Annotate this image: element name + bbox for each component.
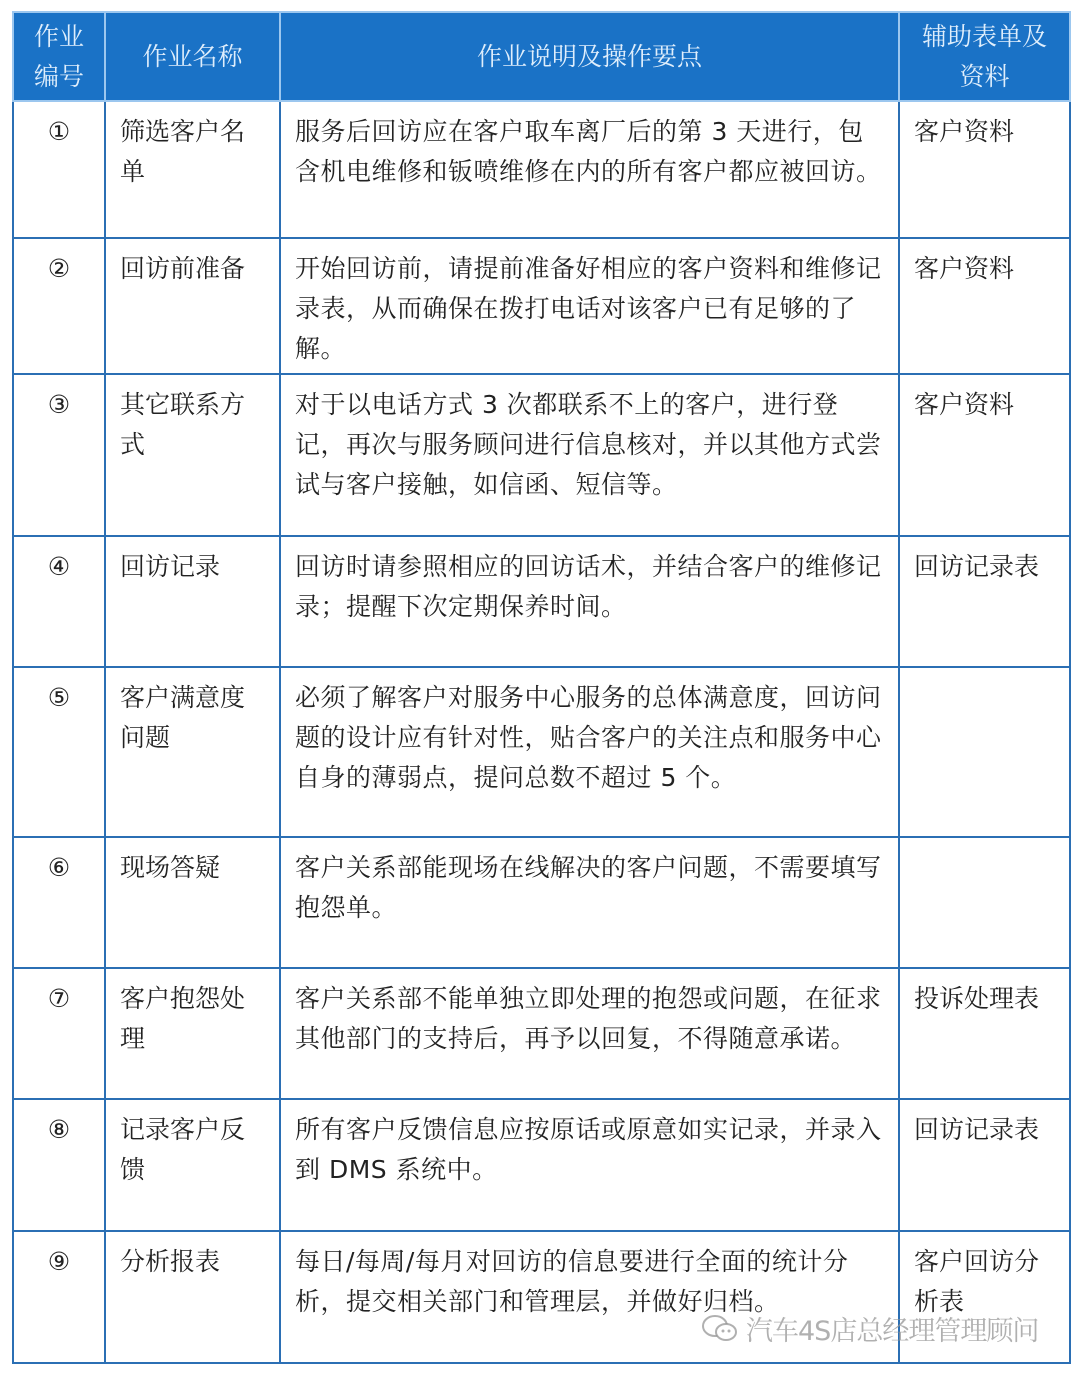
row-forms: 客户资料 xyxy=(899,374,1070,536)
row-id: ⑤ xyxy=(13,667,105,837)
table-row xyxy=(13,1099,1070,1231)
table-row xyxy=(13,667,1070,837)
row-name: 分析报表 xyxy=(105,1231,280,1363)
header-name: 作业名称 xyxy=(105,12,280,101)
row-id: ③ xyxy=(13,374,105,536)
row-id: ④ xyxy=(13,536,105,667)
table-row xyxy=(13,238,1070,374)
row-forms: 客户资料 xyxy=(899,101,1070,238)
work-procedure-table xyxy=(12,11,1071,1364)
row-forms: 客户回访分析表 xyxy=(899,1231,1070,1363)
row-description: 服务后回访应在客户取车离厂后的第 3 天进行，包含机电维修和钣喷维修在内的所有客户都应被回访。 xyxy=(280,101,899,238)
row-id: ① xyxy=(13,101,105,238)
table-header-row xyxy=(13,12,1070,101)
header-id: 作业编号 xyxy=(13,12,105,101)
row-description: 所有客户反馈信息应按原话或原意如实记录，并录入到 DMS 系统中。 xyxy=(280,1099,899,1231)
row-name: 现场答疑 xyxy=(105,837,280,968)
row-description: 回访时请参照相应的回访话术，并结合客户的维修记录；提醒下次定期保养时间。 xyxy=(280,536,899,667)
row-forms xyxy=(899,667,1070,837)
row-name: 其它联系方式 xyxy=(105,374,280,536)
row-id: ⑧ xyxy=(13,1099,105,1231)
row-forms: 客户资料 xyxy=(899,238,1070,374)
watermark xyxy=(700,1309,1038,1348)
header-desc: 作业说明及操作要点 xyxy=(280,12,899,101)
row-forms: 回访记录表 xyxy=(899,1099,1070,1231)
header-forms: 辅助表单及资料 xyxy=(899,12,1070,101)
row-id: ⑦ xyxy=(13,968,105,1099)
row-description: 客户关系部能现场在线解决的客户问题，不需要填写抱怨单。 xyxy=(280,837,899,968)
row-description: 开始回访前，请提前准备好相应的客户资料和维修记录表，从而确保在拨打电话对该客户已有足够的了解。 xyxy=(280,238,899,374)
row-forms: 回访记录表 xyxy=(899,536,1070,667)
row-name: 客户抱怨处理 xyxy=(105,968,280,1099)
row-name: 记录客户反馈 xyxy=(105,1099,280,1231)
wechat-icon xyxy=(700,1313,740,1345)
row-description: 对于以电话方式 3 次都联系不上的客户，进行登记，再次与服务顾问进行信息核对，并以其他方式尝试与客户接触，如信函、短信等。 xyxy=(280,374,899,536)
row-id: ⑨ xyxy=(13,1231,105,1363)
row-name: 回访前准备 xyxy=(105,238,280,374)
row-forms: 投诉处理表 xyxy=(899,968,1070,1099)
row-name: 回访记录 xyxy=(105,536,280,667)
row-description: 必须了解客户对服务中心服务的总体满意度，回访问题的设计应有针对性，贴合客户的关注点和服务中心自身的薄弱点，提问总数不超过 5 个。 xyxy=(280,667,899,837)
row-description: 每日/每周/每月对回访的信息要进行全面的统计分析，提交相关部门和管理层，并做好归档。 xyxy=(280,1231,899,1363)
table-row xyxy=(13,968,1070,1099)
watermark-text: 汽车4S店总经理管理顾问 xyxy=(746,1316,1039,1347)
row-name: 筛选客户名单 xyxy=(105,101,280,238)
table-row xyxy=(13,837,1070,968)
row-description: 客户关系部不能单独立即处理的抱怨或问题，在征求其他部门的支持后，再予以回复，不得随意承诺。 xyxy=(280,968,899,1099)
table-row xyxy=(13,536,1070,667)
table-row xyxy=(13,101,1070,238)
row-forms xyxy=(899,837,1070,968)
row-id: ② xyxy=(13,238,105,374)
row-id: ⑥ xyxy=(13,837,105,968)
row-name: 客户满意度问题 xyxy=(105,667,280,837)
table-row xyxy=(13,374,1070,536)
